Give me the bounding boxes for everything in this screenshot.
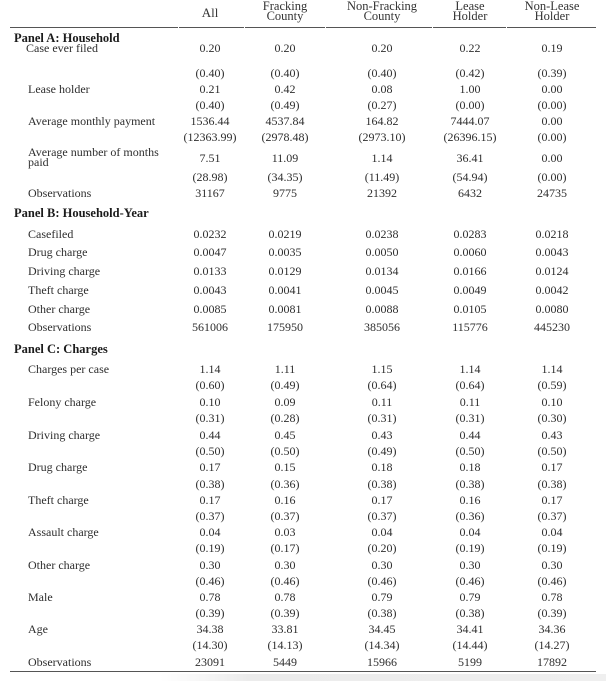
cell: 0.0166 xyxy=(453,264,487,278)
cell: (0.40) xyxy=(367,66,397,80)
cell: 0.22 xyxy=(459,41,481,55)
cell: 0.10 xyxy=(199,395,221,409)
header-rule xyxy=(10,27,178,28)
cell: (54.94) xyxy=(452,170,488,184)
cell: 0.0043 xyxy=(535,245,569,259)
cell: (0.37) xyxy=(537,509,567,523)
cell: 36.41 xyxy=(456,151,484,165)
cell: 5449 xyxy=(273,655,297,669)
cell: 34.38 xyxy=(196,622,224,636)
cell: 0.0134 xyxy=(365,264,399,278)
header-rule xyxy=(326,27,432,28)
cell: (0.46) xyxy=(367,574,397,588)
cell: 0.0232 xyxy=(193,227,227,241)
column-header-line: Fracking xyxy=(262,0,308,13)
panel-c-title: Panel C: Charges xyxy=(14,342,108,356)
row-label: Charges per case xyxy=(28,362,110,376)
row-label: Case ever filed xyxy=(26,41,98,55)
cell: 11.09 xyxy=(271,151,299,165)
cell: 0.30 xyxy=(371,558,393,572)
table-row xyxy=(0,244,606,260)
cell: 0.00 xyxy=(541,82,563,96)
cell: 0.19 xyxy=(541,41,563,55)
cell: 0.44 xyxy=(199,428,221,442)
column-header-line: County xyxy=(266,9,304,23)
table-row xyxy=(0,524,606,540)
table-row-sd xyxy=(0,476,606,492)
column-header-line: All xyxy=(201,5,219,20)
table-row xyxy=(0,301,606,317)
row-label: Felony charge xyxy=(28,395,97,409)
cell: (0.37) xyxy=(270,509,300,523)
cell: (0.36) xyxy=(455,509,485,523)
table-row xyxy=(0,589,606,605)
cell: (0.38) xyxy=(537,477,567,491)
cell: 0.0238 xyxy=(365,227,399,241)
panel-b-title: Panel B: Household-Year xyxy=(14,206,149,220)
cell: 0.43 xyxy=(541,428,563,442)
cell: 1.15 xyxy=(371,362,393,376)
cell: 0.17 xyxy=(199,460,221,474)
cell: (0.28) xyxy=(270,411,300,425)
cell: (0.00) xyxy=(537,170,567,184)
cell: 7444.07 xyxy=(450,114,490,128)
cell: (0.19) xyxy=(195,541,225,555)
cell: 0.0219 xyxy=(268,227,302,241)
table-row-sd xyxy=(0,97,606,113)
cell: (28.98) xyxy=(192,170,228,184)
table-row xyxy=(0,113,606,129)
row-label-line: Average number of months xyxy=(28,145,159,159)
cell: 9775 xyxy=(273,186,297,200)
observations-row xyxy=(0,319,606,335)
row-label xyxy=(28,147,159,167)
cell: 561006 xyxy=(192,320,228,334)
cell: (26396.15) xyxy=(443,130,497,144)
table-row xyxy=(0,557,606,573)
cell: (0.46) xyxy=(537,574,567,588)
table-row-sd xyxy=(0,65,606,81)
cell: 0.20 xyxy=(199,41,221,55)
table-row xyxy=(0,394,606,410)
cell: 0.78 xyxy=(541,590,563,604)
cell: 0.03 xyxy=(274,525,296,539)
cell: 445230 xyxy=(534,320,570,334)
cell: 0.00 xyxy=(541,151,563,165)
table-row-sd xyxy=(0,540,606,556)
table-row xyxy=(0,361,606,377)
row-label-line: paid xyxy=(28,155,49,169)
page-edge-shadow xyxy=(160,674,606,681)
column-header-line: Non-Fracking xyxy=(346,0,418,13)
cell: 1.14 xyxy=(199,362,221,376)
cell: 6432 xyxy=(458,186,482,200)
cell: 0.10 xyxy=(541,395,563,409)
cell: 0.18 xyxy=(371,460,393,474)
panel-a-title: Panel A: Household xyxy=(14,31,120,45)
cell: (0.38) xyxy=(367,606,397,620)
cell: 0.16 xyxy=(459,493,481,507)
cell: (0.50) xyxy=(537,444,567,458)
header-rule xyxy=(433,27,506,28)
cell: 0.18 xyxy=(459,460,481,474)
table-row xyxy=(0,263,606,279)
table-row xyxy=(0,492,606,508)
cell: (14.27) xyxy=(534,638,570,652)
cell: 31167 xyxy=(195,186,225,200)
cell: (0.40) xyxy=(195,66,225,80)
row-label: Average monthly payment xyxy=(28,114,156,128)
cell: (2978.48) xyxy=(261,130,309,144)
cell: 175950 xyxy=(267,320,303,334)
cell: 0.17 xyxy=(199,493,221,507)
cell: (0.38) xyxy=(195,477,225,491)
cell: 0.30 xyxy=(541,558,563,572)
cell: 0.00 xyxy=(541,114,563,128)
cell: (14.13) xyxy=(267,638,303,652)
table-row-sd xyxy=(0,605,606,621)
table-row-sd xyxy=(0,377,606,393)
table-header xyxy=(0,0,606,28)
cell: 0.0088 xyxy=(365,302,399,316)
cell: 0.11 xyxy=(459,395,481,409)
cell: (14.34) xyxy=(364,638,400,652)
column-header-line: Non-Lease xyxy=(524,0,580,13)
cell: 0.16 xyxy=(274,493,296,507)
cell: 0.0042 xyxy=(535,283,569,297)
cell: (0.46) xyxy=(455,574,485,588)
cell: 33.81 xyxy=(271,622,299,636)
cell: 0.11 xyxy=(371,395,393,409)
cell: 0.21 xyxy=(199,82,221,96)
row-label: Drug charge xyxy=(28,460,88,474)
table-row-sd xyxy=(0,637,606,653)
cell: 1.14 xyxy=(541,362,563,376)
cell: 15966 xyxy=(367,655,397,669)
column-header-line: Holder xyxy=(534,9,570,23)
cell: 0.0133 xyxy=(193,264,227,278)
row-label: Driving charge xyxy=(28,428,101,442)
cell: 0.08 xyxy=(371,82,393,96)
cell: (2973.10) xyxy=(358,130,406,144)
table-row-sd xyxy=(0,508,606,524)
cell: 4537.84 xyxy=(265,114,305,128)
cell: (0.40) xyxy=(270,66,300,80)
cell: 0.78 xyxy=(274,590,296,604)
cell: 0.0081 xyxy=(268,302,302,316)
cell: 0.0041 xyxy=(268,283,302,297)
row-label: Observations xyxy=(28,186,92,200)
cell: 0.0080 xyxy=(535,302,569,316)
table-row xyxy=(0,282,606,298)
cell: 0.0045 xyxy=(365,283,399,297)
panel-c-title-row xyxy=(0,341,606,357)
table-row-sd xyxy=(0,410,606,426)
row-label: Lease holder xyxy=(28,82,90,96)
table-row-sd xyxy=(0,573,606,589)
cell: (0.39) xyxy=(537,66,567,80)
cell: 164.82 xyxy=(365,114,399,128)
cell: 0.79 xyxy=(459,590,481,604)
cell: 7.51 xyxy=(199,151,221,165)
cell: 0.09 xyxy=(274,395,296,409)
cell: 0.0060 xyxy=(453,245,487,259)
cell: 1.00 xyxy=(459,82,481,96)
row-label: Theft charge xyxy=(28,283,89,297)
cell: (0.27) xyxy=(367,98,397,112)
cell: (0.42) xyxy=(455,66,485,80)
cell: 0.43 xyxy=(371,428,393,442)
cell: 0.44 xyxy=(459,428,481,442)
cell: (0.31) xyxy=(367,411,397,425)
table-row xyxy=(0,226,606,242)
cell: (0.39) xyxy=(537,606,567,620)
cell: (34.35) xyxy=(267,170,303,184)
cell: (0.37) xyxy=(367,509,397,523)
column-header-fracking-county xyxy=(250,1,320,21)
cell: (0.60) xyxy=(195,378,225,392)
cell: 1536.44 xyxy=(190,114,230,128)
cell: 0.17 xyxy=(541,460,563,474)
row-label: Age xyxy=(28,622,48,636)
cell: (0.49) xyxy=(367,444,397,458)
cell: (0.39) xyxy=(270,606,300,620)
cell: (0.38) xyxy=(455,477,485,491)
row-label: Observations xyxy=(28,655,92,669)
cell: 0.0047 xyxy=(193,245,227,259)
cell: (0.31) xyxy=(455,411,485,425)
cell: (0.64) xyxy=(455,378,485,392)
observations-row xyxy=(0,185,606,201)
cell: (0.00) xyxy=(537,130,567,144)
cell: 0.0124 xyxy=(535,264,569,278)
cell: 0.17 xyxy=(541,493,563,507)
cell: 23091 xyxy=(195,655,225,669)
row-label: Theft charge xyxy=(28,493,89,507)
row-label: Observations xyxy=(28,320,92,334)
cell: 0.30 xyxy=(199,558,221,572)
row-label: Driving charge xyxy=(28,264,101,278)
cell: 0.30 xyxy=(459,558,481,572)
cell: (0.19) xyxy=(537,541,567,555)
cell: 0.0050 xyxy=(365,245,399,259)
cell: (0.20) xyxy=(367,541,397,555)
cell: (0.17) xyxy=(270,541,300,555)
cell: (0.49) xyxy=(270,378,300,392)
cell: (0.00) xyxy=(537,98,567,112)
cell: 0.04 xyxy=(199,525,221,539)
table-row xyxy=(0,147,606,169)
cell: (0.37) xyxy=(195,509,225,523)
table-row xyxy=(0,459,606,475)
cell: (0.49) xyxy=(270,98,300,112)
cell: 0.17 xyxy=(371,493,393,507)
cell: (0.50) xyxy=(195,444,225,458)
cell: (0.46) xyxy=(270,574,300,588)
cell: (11.49) xyxy=(364,170,400,184)
cell: (14.30) xyxy=(192,638,228,652)
cell: (0.38) xyxy=(455,606,485,620)
cell: 385056 xyxy=(364,320,400,334)
table-row xyxy=(0,40,606,56)
cell: (14.44) xyxy=(452,638,488,652)
row-label: Casefiled xyxy=(28,227,74,241)
cell: 0.0129 xyxy=(268,264,302,278)
panel-b-title-row xyxy=(0,205,606,221)
cell: 0.0049 xyxy=(453,283,487,297)
cell: 0.0035 xyxy=(268,245,302,259)
cell: 0.42 xyxy=(274,82,296,96)
column-header-line: County xyxy=(363,9,401,23)
cell: 1.14 xyxy=(459,362,481,376)
cell: 1.11 xyxy=(274,362,296,376)
cell: 0.0085 xyxy=(193,302,227,316)
cell: 21392 xyxy=(367,186,397,200)
cell: 0.20 xyxy=(274,41,296,55)
cell: (0.59) xyxy=(537,378,567,392)
cell: 0.78 xyxy=(199,590,221,604)
table-row xyxy=(0,81,606,97)
cell: (0.50) xyxy=(455,444,485,458)
cell: 0.04 xyxy=(371,525,393,539)
cell: 0.20 xyxy=(371,41,393,55)
observations-row xyxy=(0,654,606,670)
column-header-lease-holder xyxy=(435,1,505,21)
cell: (0.36) xyxy=(270,477,300,491)
cell: (0.30) xyxy=(537,411,567,425)
table-row xyxy=(0,621,606,637)
cell: 0.0218 xyxy=(535,227,569,241)
cell: (0.31) xyxy=(195,411,225,425)
table-row-sd xyxy=(0,169,606,185)
column-header-non-fracking-county xyxy=(337,1,427,21)
cell: 115776 xyxy=(452,320,488,334)
cell: (0.46) xyxy=(195,574,225,588)
cell: 34.41 xyxy=(456,622,484,636)
cell: (0.38) xyxy=(367,477,397,491)
cell: 0.0043 xyxy=(193,283,227,297)
table-row-sd xyxy=(0,443,606,459)
row-label: Assault charge xyxy=(28,525,99,539)
column-header-line: Lease xyxy=(455,0,485,13)
row-label: Male xyxy=(28,590,53,604)
cell: 0.79 xyxy=(371,590,393,604)
cell: (0.64) xyxy=(367,378,397,392)
bottom-rule xyxy=(10,671,596,672)
cell: 0.30 xyxy=(274,558,296,572)
column-header-all xyxy=(180,6,240,19)
row-label: Other charge xyxy=(28,558,91,572)
cell: (0.00) xyxy=(455,98,485,112)
cell: 34.36 xyxy=(538,622,566,636)
cell: 1.14 xyxy=(371,151,393,165)
cell: 34.45 xyxy=(368,622,396,636)
row-label: Drug charge xyxy=(28,245,88,259)
cell: (0.39) xyxy=(195,606,225,620)
cell: 0.0105 xyxy=(453,302,487,316)
cell: (12363.99) xyxy=(183,130,237,144)
cell: 5199 xyxy=(458,655,482,669)
cell: (0.50) xyxy=(270,444,300,458)
column-header-line: Holder xyxy=(452,9,488,23)
table-row-sd xyxy=(0,129,606,145)
cell: 17892 xyxy=(537,655,567,669)
row-label: Other charge xyxy=(28,302,91,316)
cell: 0.0283 xyxy=(453,227,487,241)
column-header-non-lease-holder xyxy=(512,1,592,21)
cell: (0.40) xyxy=(195,98,225,112)
table-row xyxy=(0,427,606,443)
cell: 0.45 xyxy=(274,428,296,442)
cell: (0.19) xyxy=(455,541,485,555)
cell: 0.04 xyxy=(459,525,481,539)
cell: 24735 xyxy=(537,186,567,200)
cell: 0.15 xyxy=(274,460,296,474)
header-rule xyxy=(507,27,596,28)
header-rule xyxy=(179,27,244,28)
cell: 0.04 xyxy=(541,525,563,539)
header-rule xyxy=(245,27,325,28)
